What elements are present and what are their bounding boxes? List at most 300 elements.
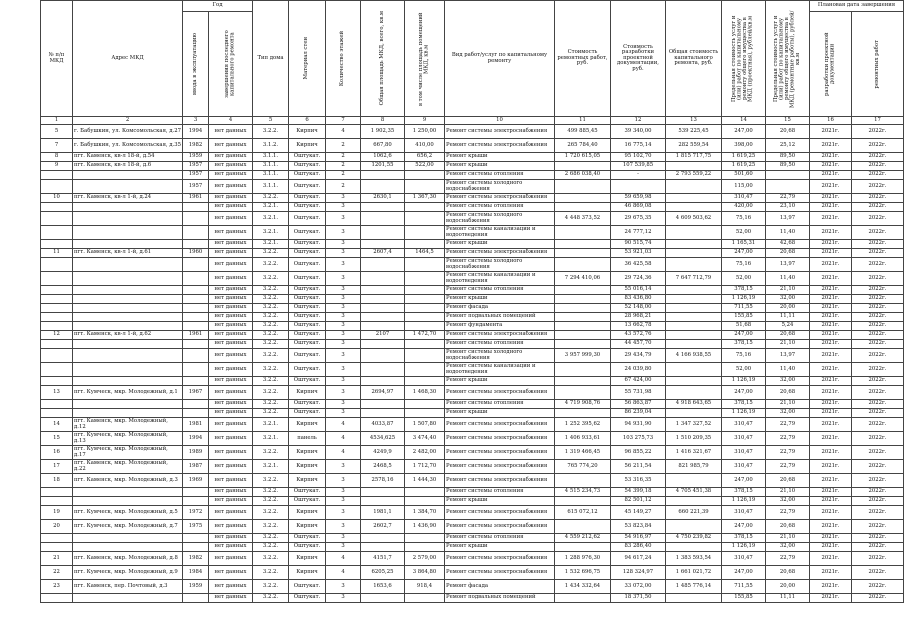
table-cell: Оштукат. — [289, 240, 326, 249]
table-row — [41, 139, 904, 153]
table-cell: 3 — [326, 497, 361, 506]
table-cell: 3.2.2. — [253, 340, 289, 349]
header-total-area-label: Общая площадь МКД, всего, кв.м — [378, 11, 385, 106]
table-cell: нет данных — [209, 506, 253, 520]
table-cell: Ремонт системы электроснабжения — [445, 520, 555, 534]
table-cell — [183, 322, 209, 331]
column-number-cell: 14 — [722, 117, 766, 125]
table-cell: 2 — [326, 153, 361, 162]
table-cell: Оштукат. — [289, 258, 326, 272]
table-cell: 22,79 — [766, 506, 810, 520]
table-cell — [666, 331, 722, 340]
table-cell: 13,97 — [766, 212, 810, 226]
table-cell: 13 662,78 — [611, 322, 666, 331]
table-cell: 56 211,54 — [611, 460, 666, 474]
table-cell: 3 — [326, 543, 361, 552]
table-cell: Кирпич — [289, 552, 326, 566]
table-cell: 1994 — [183, 432, 209, 446]
table-cell: 3.2.2. — [253, 497, 289, 506]
table-cell: 2578,16 — [361, 474, 405, 488]
table-cell: 378,15 — [722, 340, 766, 349]
table-cell — [73, 534, 183, 543]
table-cell — [555, 386, 611, 400]
table-cell — [73, 180, 183, 194]
table-cell: 3.2.2. — [253, 304, 289, 313]
table-cell: 21,10 — [766, 400, 810, 409]
table-cell — [41, 258, 73, 272]
table-cell: 22,79 — [766, 552, 810, 566]
table-cell: Ремонт системы электроснабжения — [445, 432, 555, 446]
header-address: Адрес МКД — [73, 1, 183, 117]
table-cell — [405, 304, 445, 313]
table-cell: 2021г. — [810, 534, 852, 543]
table-cell: Ремонт системы холодного водоснабжения — [445, 349, 555, 363]
table-cell: 20,68 — [766, 474, 810, 488]
table-cell: нет данных — [209, 203, 253, 212]
table-cell — [555, 194, 611, 203]
table-cell: 52,00 — [722, 272, 766, 286]
header-year-group: Год — [183, 1, 253, 12]
table-cell: 4 — [326, 552, 361, 566]
table-cell: Ремонт системы отопления — [445, 488, 555, 497]
header-plan-repair — [852, 12, 904, 117]
table-cell: 4 — [326, 566, 361, 580]
table-cell — [361, 212, 405, 226]
table-cell: 1 510 209,35 — [666, 432, 722, 446]
table-cell: 3.2.2. — [253, 594, 289, 603]
table-cell: 3 — [326, 400, 361, 409]
table-cell: 1 126,19 — [722, 377, 766, 386]
table-cell: Оштукат. — [289, 543, 326, 552]
table-cell — [73, 340, 183, 349]
table-cell — [361, 488, 405, 497]
table-cell: 4 750 239,82 — [666, 534, 722, 543]
table-cell — [405, 295, 445, 304]
table-cell: 2 — [326, 162, 361, 171]
table-cell — [361, 203, 405, 212]
table-cell: 52,00 — [722, 226, 766, 240]
table-cell: пгт. Каменск, кв-л 1-й, д.24 — [73, 194, 183, 203]
table-cell: 3.1.1. — [253, 162, 289, 171]
column-number-cell: 16 — [810, 117, 852, 125]
table-cell: 82 501,12 — [611, 497, 666, 506]
table-cell — [666, 594, 722, 603]
table-cell: 1 384,70 — [405, 506, 445, 520]
table-cell: Кирпич — [289, 446, 326, 460]
table-cell: 20,68 — [766, 331, 810, 340]
column-number-cell: 3 — [183, 117, 209, 125]
table-cell: пгт. Кумческ, мкр. Молодежный, д.7 — [73, 520, 183, 534]
table-cell — [41, 409, 73, 418]
table-cell: нет данных — [209, 322, 253, 331]
table-cell: 22,79 — [766, 460, 810, 474]
table-cell: 2022г. — [852, 474, 904, 488]
table-cell: 3 — [326, 580, 361, 594]
table-cell: 2602,7 — [361, 520, 405, 534]
table-cell: 420,00 — [722, 203, 766, 212]
table-cell: 247,00 — [722, 566, 766, 580]
table-cell: 2022г. — [852, 180, 904, 194]
table-cell: 2 — [326, 180, 361, 194]
table-row — [41, 566, 904, 580]
table-cell: пгт. Каменск, мкр. Молодежный, д.22 — [73, 460, 183, 474]
table-cell: 3.2.2. — [253, 249, 289, 258]
column-number-cell: 13 — [666, 117, 722, 125]
table-cell: Оштукат. — [289, 171, 326, 180]
table-cell: Оштукат. — [289, 272, 326, 286]
table-cell: 2022г. — [852, 272, 904, 286]
table-cell: 378,15 — [722, 488, 766, 497]
table-cell: 2022г. — [852, 313, 904, 322]
table-cell: нет данных — [209, 226, 253, 240]
table-cell — [183, 203, 209, 212]
table-cell: нет данных — [209, 488, 253, 497]
table-cell: 2022г. — [852, 566, 904, 580]
table-cell — [41, 488, 73, 497]
table-cell — [555, 313, 611, 322]
table-cell: 3 957 999,30 — [555, 349, 611, 363]
table-cell: 2022г. — [852, 594, 904, 603]
table-row — [41, 377, 904, 386]
table-cell: нет данных — [209, 180, 253, 194]
table-cell: 3.2.2. — [253, 331, 289, 340]
table-cell: 20,68 — [766, 566, 810, 580]
table-cell: 3 — [326, 212, 361, 226]
table-cell — [666, 386, 722, 400]
header-plan-date-group: Плановая дата завершения — [810, 1, 904, 12]
table-cell — [183, 534, 209, 543]
table-cell: 2021г. — [810, 331, 852, 340]
table-row — [41, 212, 904, 226]
table-cell — [73, 488, 183, 497]
table-cell: Ремонт системы электроснабжения — [445, 194, 555, 203]
table-cell: 310,47 — [722, 446, 766, 460]
table-cell — [555, 180, 611, 194]
table-cell: 4249,9 — [361, 446, 405, 460]
table-cell — [73, 322, 183, 331]
table-cell: 410,00 — [405, 139, 445, 153]
table-cell: - — [611, 171, 666, 180]
table-cell: 4033,87 — [361, 418, 405, 432]
table-cell: 155,85 — [722, 313, 766, 322]
header-limit-repair — [766, 1, 810, 117]
table-cell: 3 — [326, 386, 361, 400]
table-cell — [666, 258, 722, 272]
table-cell: 2021г. — [810, 432, 852, 446]
table-cell: 3 — [326, 460, 361, 474]
table-body — [41, 125, 904, 603]
header-limit-repair-label: Предельная стоимость услуг и (или) работ по капитальному ремонту общего имущества в МКД (ремонтные работы), рублей/кв.м — [772, 9, 801, 108]
column-number-cell: 12 — [611, 117, 666, 125]
table-cell: 2022г. — [852, 331, 904, 340]
table-row — [41, 474, 904, 488]
table-cell: 2021г. — [810, 474, 852, 488]
table-cell: 3.1.1. — [253, 153, 289, 162]
table-cell: пгт. Каменск, кв-л 18-й, д.54 — [73, 153, 183, 162]
table-row — [41, 409, 904, 418]
table-row — [41, 226, 904, 240]
table-cell: 3.2.2. — [253, 286, 289, 295]
table-cell: 3.1.1. — [253, 171, 289, 180]
header-total-cost: Общая стоимость капитального ремонта, руб. — [666, 1, 722, 117]
table-cell: 15 — [41, 432, 73, 446]
table-cell: 3.2.2. — [253, 386, 289, 400]
table-cell: 310,47 — [722, 460, 766, 474]
table-cell: Ремонт системы отопления — [445, 400, 555, 409]
table-cell: 656,2 — [405, 153, 445, 162]
table-cell — [73, 171, 183, 180]
table-cell: 2021г. — [810, 295, 852, 304]
table-cell: 2022г. — [852, 194, 904, 203]
table-cell: 1957 — [183, 162, 209, 171]
table-row — [41, 322, 904, 331]
table-cell: 2021г. — [810, 212, 852, 226]
table-cell: 2021г. — [810, 363, 852, 377]
header-work-type: Вид работ/услуг по капитальному ремонту — [445, 1, 555, 117]
table-cell: Кирпич — [289, 474, 326, 488]
table-row — [41, 400, 904, 409]
table-cell — [766, 171, 810, 180]
table-cell: 4 559 212,62 — [555, 534, 611, 543]
table-cell: Ремонт системы электроснабжения — [445, 566, 555, 580]
table-cell — [73, 212, 183, 226]
table-cell — [183, 272, 209, 286]
header-wall-material — [289, 1, 326, 117]
table-cell — [555, 409, 611, 418]
table-cell — [41, 543, 73, 552]
table-cell — [666, 194, 722, 203]
table-cell: 2022г. — [852, 534, 904, 543]
table-cell: 1967 — [183, 386, 209, 400]
table-cell: 2022г. — [852, 432, 904, 446]
table-cell — [73, 226, 183, 240]
column-number-cell: 11 — [555, 117, 611, 125]
header-commission-year — [183, 12, 209, 117]
table-cell: 29 724,36 — [611, 272, 666, 286]
table-cell: 2022г. — [852, 497, 904, 506]
table-cell: 247,00 — [722, 125, 766, 139]
table-cell: 7 294 410,06 — [555, 272, 611, 286]
table-cell: 1959 — [183, 580, 209, 594]
table-cell: 3.2.2. — [253, 322, 289, 331]
table-cell — [361, 400, 405, 409]
table-cell: 2021г. — [810, 240, 852, 249]
table-cell: Ремонт системы отопления — [445, 340, 555, 349]
table-cell — [555, 295, 611, 304]
table-cell: 3 — [326, 194, 361, 203]
table-cell — [41, 322, 73, 331]
table-cell: нет данных — [209, 566, 253, 580]
table-cell — [555, 258, 611, 272]
table-cell: 4 — [326, 418, 361, 432]
table-cell: 3.1.1. — [253, 180, 289, 194]
table-cell: 1 126,19 — [722, 543, 766, 552]
table-cell: 7 647 712,79 — [666, 272, 722, 286]
table-cell: 18 371,50 — [611, 594, 666, 603]
column-number-cell: 2 — [73, 117, 183, 125]
table-cell — [405, 349, 445, 363]
table-cell: 3 — [326, 249, 361, 258]
table-cell: 1987 — [183, 460, 209, 474]
table-cell — [555, 203, 611, 212]
table-cell: 821 985,79 — [666, 460, 722, 474]
table-cell: 3.2.2. — [253, 506, 289, 520]
table-cell — [555, 594, 611, 603]
table-cell: 32,00 — [766, 377, 810, 386]
table-cell — [766, 180, 810, 194]
table-cell — [666, 313, 722, 322]
table-cell: 2022г. — [852, 460, 904, 474]
table-cell — [405, 258, 445, 272]
table-cell: 4 719 908,76 — [555, 400, 611, 409]
table-cell: 39 340,00 — [611, 125, 666, 139]
table-cell — [405, 272, 445, 286]
table-cell: 1957 — [183, 171, 209, 180]
table-cell: 56 863,87 — [611, 400, 666, 409]
table-cell: Ремонт системы электроснабжения — [445, 249, 555, 258]
table-row — [41, 460, 904, 474]
table-cell: 52 148,00 — [611, 304, 666, 313]
table-row — [41, 432, 904, 446]
table-cell — [73, 409, 183, 418]
column-number-cell: 1 — [41, 117, 73, 125]
table-row — [41, 249, 904, 258]
table-cell: 4 609 503,62 — [666, 212, 722, 226]
table-cell: нет данных — [209, 377, 253, 386]
table-cell: 3 — [326, 313, 361, 322]
table-cell — [183, 488, 209, 497]
table-cell: 2022г. — [852, 153, 904, 162]
table-cell: Ремонт крыши — [445, 543, 555, 552]
table-cell: 2022г. — [852, 322, 904, 331]
table-cell — [73, 313, 183, 322]
table-cell: 1 468,30 — [405, 386, 445, 400]
table-cell: нет данных — [209, 258, 253, 272]
table-cell: пгт. Каменск, мкр. Молодежный, д.8 — [73, 552, 183, 566]
table-cell: 711,55 — [722, 580, 766, 594]
table-cell: 2022г. — [852, 488, 904, 497]
table-cell: нет данных — [209, 212, 253, 226]
table-cell: 3.2.2. — [253, 295, 289, 304]
table-cell: нет данных — [209, 139, 253, 153]
table-row — [41, 240, 904, 249]
table-cell: 24 777,12 — [611, 226, 666, 240]
table-cell: 1 444,30 — [405, 474, 445, 488]
table-cell — [73, 286, 183, 295]
table-cell: 1 619,25 — [722, 162, 766, 171]
table-cell: 3 — [326, 286, 361, 295]
table-cell: Ремонт системы холодного водоснабжения — [445, 212, 555, 226]
table-cell: Оштукат. — [289, 162, 326, 171]
table-cell: 2022г. — [852, 520, 904, 534]
table-cell — [183, 295, 209, 304]
table-row — [41, 418, 904, 432]
table-cell — [361, 313, 405, 322]
table-cell — [405, 594, 445, 603]
table-cell: 2022г. — [852, 139, 904, 153]
table-cell — [183, 286, 209, 295]
table-cell: 2 579,00 — [405, 552, 445, 566]
table-cell — [361, 322, 405, 331]
header-last-repair-year — [209, 12, 253, 117]
table-cell: 29 434,79 — [611, 349, 666, 363]
table-cell: пгт. Каменск, кв-л 18-й, д.6 — [73, 162, 183, 171]
table-cell — [611, 180, 666, 194]
table-cell: 13,97 — [766, 349, 810, 363]
table-cell: Кирпич — [289, 418, 326, 432]
table-cell: 94 931,90 — [611, 418, 666, 432]
column-number-cell: 10 — [445, 117, 555, 125]
table-cell — [405, 543, 445, 552]
table-cell: нет данных — [209, 552, 253, 566]
table-cell: 2021г. — [810, 313, 852, 322]
header-floors-label: Количество этажей — [339, 30, 346, 87]
table-cell — [73, 349, 183, 363]
header-plan-design-label: разработки проектной документации — [823, 32, 836, 96]
table-cell: Оштукат. — [289, 594, 326, 603]
table-cell: 918,4 — [405, 580, 445, 594]
table-cell: 615 072,12 — [555, 506, 611, 520]
table-cell — [73, 304, 183, 313]
table-cell — [666, 520, 722, 534]
column-number-cell: 8 — [361, 117, 405, 125]
table-cell — [405, 226, 445, 240]
table-cell: нет данных — [209, 171, 253, 180]
table-cell: 1 619,25 — [722, 153, 766, 162]
table-cell: 2022г. — [852, 240, 904, 249]
table-cell: 282 559,54 — [666, 139, 722, 153]
table-cell — [555, 162, 611, 171]
table-cell: 1 383 593,54 — [666, 552, 722, 566]
table-cell — [361, 409, 405, 418]
table-cell: 1 661 021,72 — [666, 566, 722, 580]
table-cell: 2022г. — [852, 162, 904, 171]
table-cell: 1 720 615,05 — [555, 153, 611, 162]
table-cell — [555, 497, 611, 506]
table-cell — [666, 295, 722, 304]
table-cell: Ремонт подвальных помещений — [445, 594, 555, 603]
table-cell: 2022г. — [852, 386, 904, 400]
table-cell: 83 436,80 — [611, 295, 666, 304]
table-cell — [183, 240, 209, 249]
table-cell: Оштукат. — [289, 580, 326, 594]
table-cell — [361, 534, 405, 543]
table-cell — [555, 304, 611, 313]
table-cell: 3.2.1. — [253, 226, 289, 240]
table-cell — [666, 286, 722, 295]
table-cell: 310,47 — [722, 418, 766, 432]
table-cell: 23,10 — [766, 203, 810, 212]
table-cell — [41, 377, 73, 386]
table-cell — [73, 203, 183, 212]
table-cell: 2694,97 — [361, 386, 405, 400]
table-cell: 1972 — [183, 506, 209, 520]
table-cell: 2021г. — [810, 543, 852, 552]
table-cell: 12 — [41, 331, 73, 340]
table-row — [41, 497, 904, 506]
table-cell — [41, 226, 73, 240]
table-cell: 107 539,85 — [611, 162, 666, 171]
table-cell: 3.2.2. — [253, 194, 289, 203]
table-cell: 19 — [41, 506, 73, 520]
table-cell — [73, 240, 183, 249]
table-cell: 247,00 — [722, 386, 766, 400]
table-cell: 4 918 643,65 — [666, 400, 722, 409]
table-cell: 36 425,58 — [611, 258, 666, 272]
header-floors — [326, 1, 361, 117]
table-cell: 59 659,98 — [611, 194, 666, 203]
table-row — [41, 180, 904, 194]
